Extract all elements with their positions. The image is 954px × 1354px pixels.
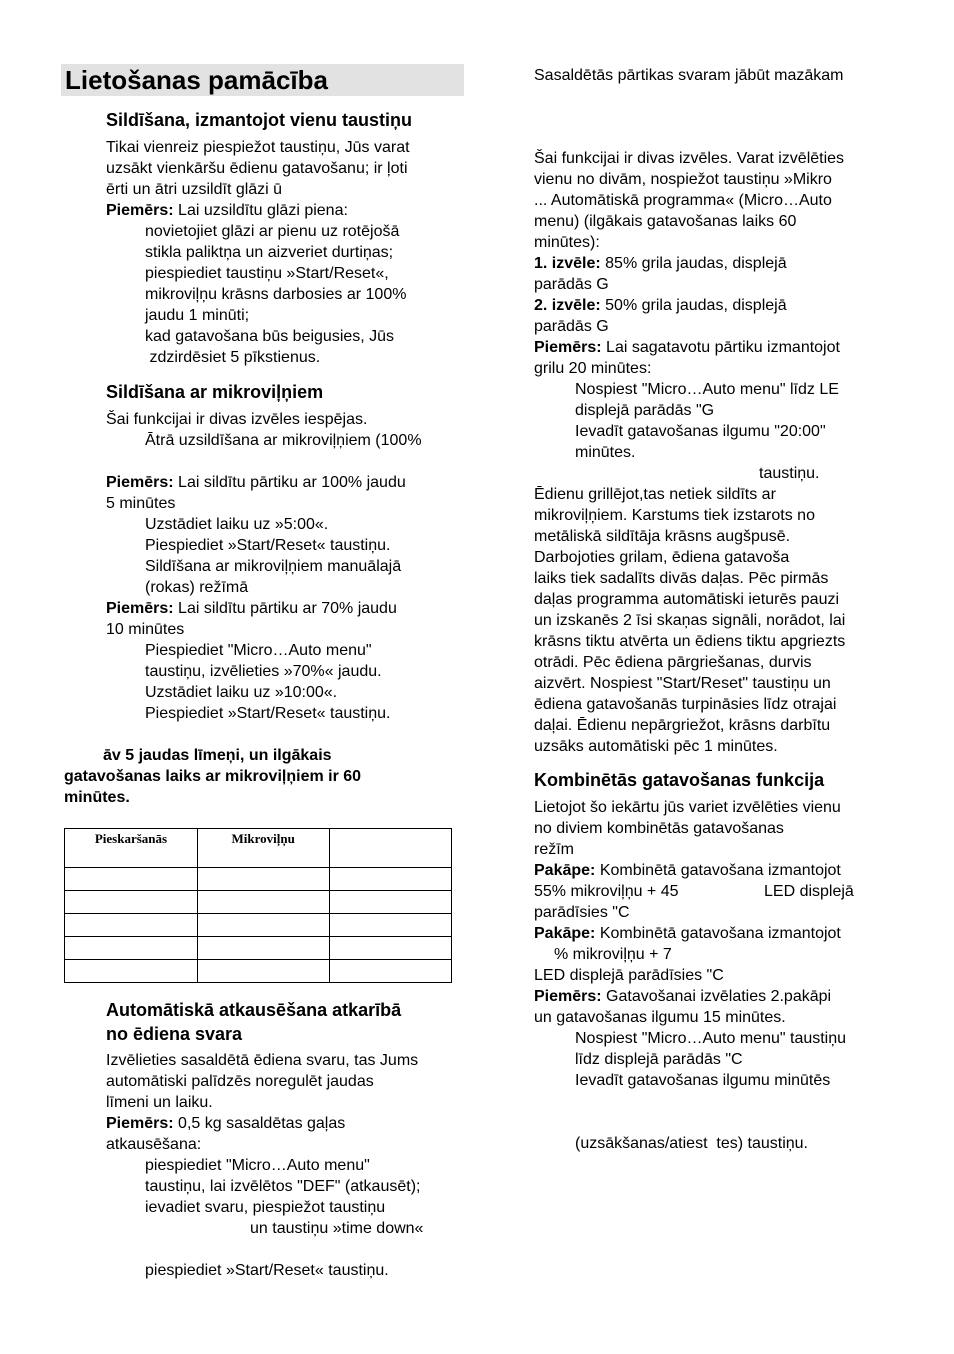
text-line: uzsākt vienkāršu ēdienu gatavošanu; ir ļoti [106,160,408,177]
text-line: parādīsies "C [534,904,630,921]
text-line: parādās G [534,276,609,293]
step-line: piespiediet »Start/Reset« taustiņu. [145,1262,389,1279]
option-label: 2. izvēle: [534,297,601,314]
body-line: Darbojoties grilam, ēdiena gatavoša [534,549,790,566]
example-label: Piemērs: [534,339,602,356]
section-heading-one-button-heating: Sildīšana, izmantojot vienu taustiņu [106,110,413,130]
body-line: uzsāks automātiski pēc 1 minūtes. [534,738,778,755]
stage-label: Pakāpe: [534,925,596,942]
text-line: režīm [534,841,574,858]
stage-text: Kombinētā gatavošana izmantojot [595,925,841,942]
step-line: (uzsākšanas/atiest tes) taustiņu. [575,1135,808,1152]
text-line: 55% mikroviļņu + 45 [534,883,679,900]
example-label: Piemērs: [534,988,602,1005]
power-levels-note: minūtes. [64,789,130,806]
table-row [65,960,452,983]
text-line: vienu no divām, nospiežot taustiņu »Mikro [534,171,832,188]
step-line: zdzirdēsiet 5 pīkstienus. [145,349,321,366]
text-line: Ātrā uzsildīšana ar mikroviļņiem (100% [145,432,422,449]
text-line: 10 minūtes [106,621,185,638]
table-row [65,891,452,914]
text-line: LED displejā [764,883,854,900]
stage-line [534,923,841,944]
body-line: mikroviļņiem. Karstums tiek izstarots no [534,507,815,524]
text-line: līmeni un laiku. [106,1094,213,1111]
option-text: 50% grila jaudas, displejā [600,297,787,314]
text-line: Lietojot šo iekārtu jūs variet izvēlēties vienu [534,799,841,816]
table-cell [197,937,329,960]
example-line [106,1113,345,1134]
body-line: metāliskā sildītāja krāsns augšpusē. [534,528,791,545]
step-line: līdz displejā parādās "C [575,1051,743,1068]
table-cell [329,868,451,891]
step-line: Ievadīt gatavošanas ilgumu "20:00" [575,423,826,440]
example-label: Piemērs: [106,202,174,219]
example-label: Piemērs: [106,474,174,491]
stage-label: Pakāpe: [534,862,596,879]
text-line: Tikai vienreiz piespiežot taustiņu, Jūs varat [106,139,410,156]
stage-line [534,860,841,881]
power-level-table [64,828,452,983]
step-line: piespiediet "Micro…Auto menu" [145,1157,370,1174]
table-cell [329,937,451,960]
example-text: Lai uzsildītu glāzi piena: [173,202,348,219]
text-line: Izvēlieties sasaldētā ēdiena svaru, tas Jums [106,1052,419,1069]
text-line: un gatavošanas ilgumu 15 minūtes. [534,1009,786,1026]
step-line: stikla paliktņa un aizveriet durtiņas; [145,244,394,261]
body-line: daļai. Ēdienu nepārgriežot, krāsns darbītu [534,717,831,734]
text-line: Šai funkcijai ir divas izvēles. Varat izvēlēties [534,150,845,167]
step-line: taustiņu. [759,465,820,482]
text-line: menu) (ilgākais gatavošanas laiks 60 [534,213,797,230]
text-line: LED displejā parādīsies "C [534,967,724,984]
text-line: no diviem kombinētās gatavošanas [534,820,784,837]
step-line: piespiediet taustiņu »Start/Reset«, [145,265,389,282]
table-cell [65,937,198,960]
step-line: Sildīšana ar mikroviļņiem manuālajā [145,558,402,575]
table-cell [329,891,451,914]
body-line: laiks tiek sadalīts divās daļas. Pēc pirmās [534,570,829,587]
text-line: Šai funkcijai ir divas izvēles iespējas. [106,411,368,428]
step-line: kad gatavošana būs beigusies, Jūs [145,328,395,345]
power-levels-note: gatavošanas laiks ar mikroviļņiem ir 60 [64,768,362,785]
table-header-cell [329,829,451,868]
body-line: aizvērt. Nospiest "Start/Reset" taustiņu un [534,675,831,692]
text-line: ērti un ātri uzsildīt glāzi ū [106,181,283,198]
stage-text: Kombinētā gatavošana izmantojot [595,862,841,879]
text-line: automātiski palīdzēs noregulēt jaudas [106,1073,374,1090]
step-line: Piespiediet »Start/Reset« taustiņu. [145,537,391,554]
table-header-cell: Pieskaršanās [65,829,198,868]
table-header-cell: Mikroviļņu [197,829,329,868]
text-line: Sasaldētās pārtikas svaram jābūt mazākam [534,67,844,84]
option-label: 1. izvēle: [534,255,601,272]
example-text: Gatavošanai izvēlaties 2.pakāpi [601,988,832,1005]
table-cell [65,914,198,937]
step-line: Nospiest "Micro…Auto menu" līdz LE [575,381,839,398]
text-line: grilu 20 minūtes: [534,360,652,377]
step-line: displejā parādās "G [575,402,715,419]
example-text: 0,5 kg sasaldētas gaļas [173,1115,346,1132]
step-line: Piespiediet »Start/Reset« taustiņu. [145,705,391,722]
section-heading-combination-cooking: Kombinētās gatavošanas funkcija [534,770,825,790]
section-heading-auto-defrost: Automātiskā atkausēšana atkarībā [106,1000,402,1020]
step-line: ievadiet svaru, piespiežot taustiņu [145,1199,386,1216]
table-cell [197,914,329,937]
example-label: Piemērs: [106,600,174,617]
example-text: Lai sildītu pārtiku ar 100% jaudu [173,474,406,491]
option-line [534,295,787,316]
step-line: taustiņu, izvēlieties »70%« jaudu. [145,663,382,680]
step-line: un taustiņu »time down« [250,1220,424,1237]
table-header-row [65,829,452,868]
power-levels-note: āv 5 jaudas līmeņi, un ilgākais [103,747,332,764]
example-line [106,200,348,221]
text-line: 5 minūtes [106,495,176,512]
table-cell [65,960,198,983]
step-line: Uzstādiet laiku uz »5:00«. [145,516,329,533]
page-title: Lietošanas pamācība [65,65,328,95]
section-heading-auto-defrost-cont: no ēdiena svara [106,1024,243,1044]
example-line [106,598,397,619]
step-line: Nospiest "Micro…Auto menu" taustiņu [575,1030,847,1047]
example-line [534,986,831,1007]
example-label: Piemērs: [106,1115,174,1132]
example-line [106,472,406,493]
table-cell [65,868,198,891]
table-cell [197,960,329,983]
table-row [65,937,452,960]
body-line: Ēdienu grillējot,tas netiek sildīts ar [534,486,776,503]
step-line: taustiņu, lai izvēlētos "DEF" (atkausēt); [145,1178,421,1195]
body-line: un izskanēs 2 īsi skaņas signāli, norādot, lai [534,612,846,629]
step-line: jaudu 1 minūti; [145,307,250,324]
step-line: novietojiet glāzi ar pienu uz rotējošā [145,223,400,240]
text-line: atkausēšana: [106,1136,202,1153]
table-cell [65,891,198,914]
table-cell [197,891,329,914]
table-row [65,914,452,937]
table-row [65,868,452,891]
table-cell [329,914,451,937]
example-line [534,337,840,358]
body-line: otrādi. Pēc ēdiena pārgriešanas, durvis [534,654,812,671]
step-line: Uzstādiet laiku uz »10:00«. [145,684,338,701]
body-line: krāsns tiktu atvērta un ēdiens tiktu apgriezts [534,633,846,650]
table-cell [329,960,451,983]
step-line: Ievadīt gatavošanas ilgumu minūtēs [575,1072,831,1089]
example-text: Lai sildītu pārtiku ar 70% jaudu [173,600,397,617]
body-line: ēdiena gatavošanās turpināsies līdz otrajai [534,696,837,713]
text-line: ... Automātiskā programma« (Micro…Auto [534,192,832,209]
step-line: Piespiediet "Micro…Auto menu" [145,642,372,659]
step-line: (rokas) režīmā [145,579,249,596]
example-text: Lai sagatavotu pārtiku izmantojot [601,339,840,356]
text-line: parādās G [534,318,609,335]
table-cell [197,868,329,891]
option-line [534,253,787,274]
text-line: minūtes): [534,234,600,251]
step-line: minūtes. [575,444,636,461]
step-line: mikroviļņu krāsns darbosies ar 100% [145,286,407,303]
body-line: daļas programma automātiski ieturēs pauzi [534,591,840,608]
section-heading-microwave-heating: Sildīšana ar mikroviļņiem [106,382,324,402]
text-line: % mikroviļņu + 7 [554,946,672,963]
option-text: 85% grila jaudas, displejā [600,255,787,272]
